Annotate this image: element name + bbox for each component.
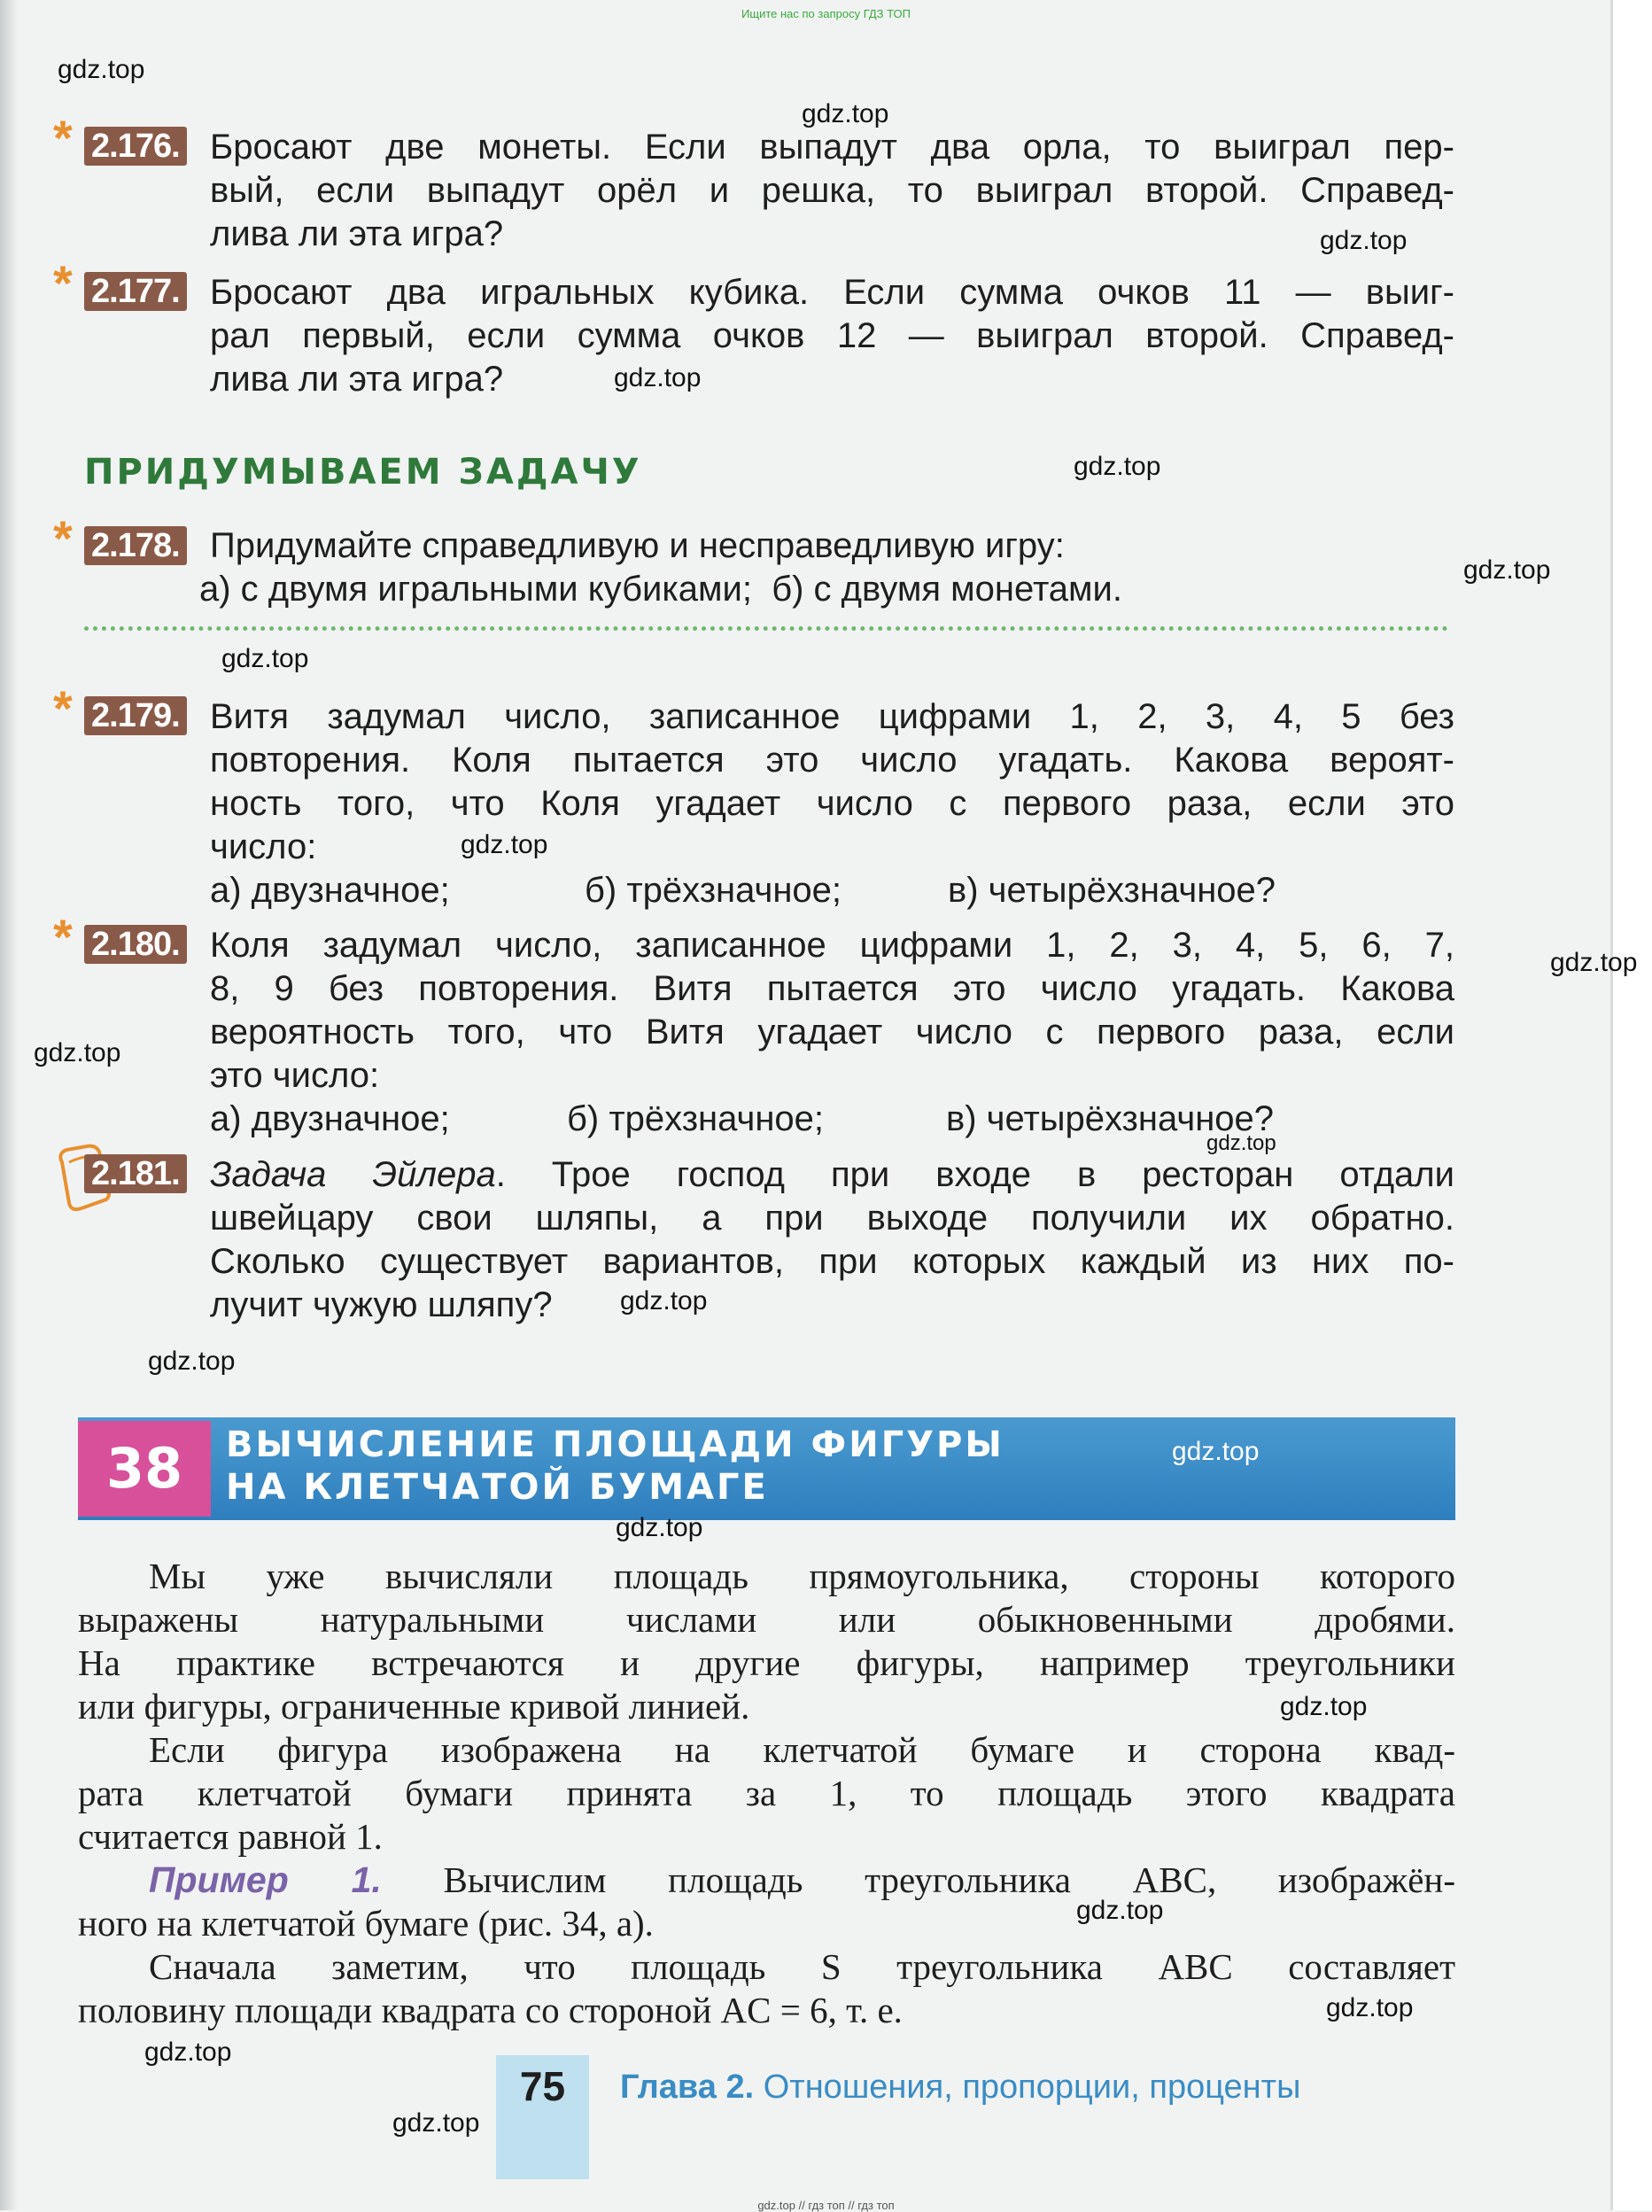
chapter-title-line1: ВЫЧИСЛЕНИЕ ПЛОЩАДИ ФИГУРЫ	[226, 1424, 1004, 1465]
chapter-name: Отношения, пропорции, проценты	[763, 2068, 1301, 2106]
watermark: gdz.top	[1280, 1692, 1368, 1721]
task-line: повторения. Коля пытается это число угадать. Какова вероят-	[210, 741, 1454, 780]
watermark: gdz.top	[1326, 1993, 1414, 2022]
header-note: Ищите нас по запросу ГДЗ ТОП	[741, 7, 911, 20]
task-line: вый, если выпадут орёл и решка, то выиграл второй. Справед-	[210, 171, 1454, 210]
task-line: Витя задумал число, записанное цифрами 1, 2, 3, 4, 5 без	[210, 697, 1454, 736]
chapter-number: 38	[78, 1421, 211, 1517]
page-shadow	[0, 0, 18, 2210]
page-number: 75	[519, 2063, 566, 2109]
option-b: б) трёхзначное;	[567, 1099, 825, 1138]
option-c: в) четырёхзначное?	[948, 871, 1276, 910]
option-c: в) четырёхзначное?	[946, 1099, 1275, 1138]
star-icon: *	[53, 680, 73, 736]
footer-note: gdz.top // гдз топ // гдз топ	[757, 2199, 895, 2212]
watermark: gdz.top	[144, 2037, 232, 2067]
section-heading: ПРИДУМЫВАЕМ ЗАДАЧУ	[84, 452, 642, 493]
task-number: 2.178.	[84, 526, 187, 565]
paragraph-line: выражены натуральными числами или обыкновенными дробями.	[78, 1599, 1455, 1640]
watermark: gdz.top	[1550, 948, 1638, 977]
task-line: Сколько существует вариантов, при которых каждый из них по-	[210, 1242, 1454, 1281]
chapter-footer	[620, 2068, 1300, 2107]
page-edge	[1610, 0, 1652, 2210]
task-line: ность того, что Коля угадает число с первого раза, если это	[210, 784, 1454, 823]
paragraph-line: Сначала заметим, что площадь S треугольника ABC составляет	[149, 1946, 1455, 1987]
watermark: gdz.top	[148, 1347, 236, 1376]
star-icon: *	[53, 255, 73, 311]
chapter-label: Глава 2.	[620, 2068, 755, 2106]
task-line: 8, 9 без повторения. Витя пытается это число угадать. Какова	[210, 969, 1454, 1008]
task-number: 2.176.	[84, 127, 187, 166]
task-line: лучит чужую шляпу?	[210, 1285, 553, 1324]
task-line: число:	[210, 827, 317, 866]
task-number: 2.180.	[84, 925, 187, 964]
task-line-rest: . Трое господ при входе в ресторан отдали	[495, 1155, 1454, 1194]
star-icon: *	[53, 510, 73, 566]
watermark: gdz.top	[802, 99, 889, 128]
task-number: 2.177.	[84, 272, 187, 311]
task-line: швейцару свои шляпы, а при выходе получили их обратно.	[210, 1199, 1454, 1238]
task-number: 2.179.	[84, 696, 187, 735]
task-line: Придумайте справедливую и несправедливую игру:	[210, 526, 1065, 565]
watermark: gdz.top	[614, 363, 702, 392]
example-line-rest: Вычислим площадь треугольника ABC, изображён-	[443, 1859, 1455, 1900]
paragraph-line: На практике встречаются и другие фигуры, например треугольники	[78, 1642, 1455, 1683]
watermark: gdz.top	[1206, 1131, 1276, 1155]
task-line: это число:	[210, 1056, 380, 1095]
star-icon: *	[53, 110, 73, 166]
paragraph-line: рата клетчатой бумаги принята за 1, то площадь этого квадрата	[78, 1773, 1455, 1813]
paragraph-line: Если фигура изображена на клетчатой бумаге и сторона квад-	[149, 1729, 1455, 1770]
watermark: gdz.top	[1463, 555, 1551, 585]
option-b: б) трёхзначное;	[585, 871, 842, 910]
dotted-divider	[84, 626, 1448, 631]
watermark: gdz.top	[461, 830, 548, 859]
task-line: лива ли эта игра?	[210, 360, 504, 399]
watermark: gdz.top	[1320, 226, 1408, 255]
task-line: вероятность того, что Витя угадает число с первого раза, если	[210, 1013, 1454, 1052]
task-options: а) с двумя игральными кубиками; б) с двумя монетами.	[199, 570, 1123, 609]
paragraph-line: половину площади квадрата со стороной AC = 6, т. е.	[78, 1990, 903, 2030]
task-line: Коля задумал число, записанное цифрами 1, 2, 3, 4, 5, 6, 7,	[210, 926, 1454, 965]
paragraph-line: Мы уже вычисляли площадь прямоугольника, стороны которого	[149, 1556, 1455, 1596]
watermark: gdz.top	[34, 1038, 121, 1067]
task-title: Задача Эйлера	[210, 1155, 496, 1194]
option-a: а) двузначное;	[210, 871, 450, 910]
task-line	[210, 1153, 1454, 1197]
watermark: gdz.top	[221, 644, 309, 673]
chapter-title-line2: НА КЛЕТЧАТОЙ БУМАГЕ	[226, 1467, 769, 1508]
watermark: gdz.top	[620, 1286, 708, 1316]
option-a: а) двузначное;	[210, 1099, 450, 1138]
task-line: Бросают два игральных кубика. Если сумма очков 11 — выиг-	[210, 273, 1454, 312]
paragraph-line: или фигуры, ограниченные кривой линией.	[78, 1686, 750, 1727]
task-number: 2.181.	[84, 1154, 187, 1193]
task-line: лива ли эта игра?	[210, 214, 504, 253]
paragraph-line: считается равной 1.	[78, 1816, 383, 1857]
watermark: gdz.top	[1172, 1437, 1260, 1466]
example-line: ного на клетчатой бумаге (рис. 34, a).	[78, 1903, 654, 1944]
watermark: gdz.top	[616, 1513, 703, 1542]
watermark: gdz.top	[1076, 1896, 1164, 1925]
task-line: рал первый, если сумма очков 12 — выиграл второй. Справед-	[210, 316, 1454, 355]
star-icon: *	[53, 909, 73, 965]
watermark: gdz.top	[1074, 452, 1161, 481]
example-line	[149, 1859, 1455, 1902]
example-label: Пример 1.	[149, 1859, 382, 1900]
watermark: gdz.top	[58, 55, 145, 84]
task-line: Бросают две монеты. Если выпадут два орла, то выиграл пер-	[210, 128, 1454, 167]
watermark: gdz.top	[392, 2108, 480, 2138]
